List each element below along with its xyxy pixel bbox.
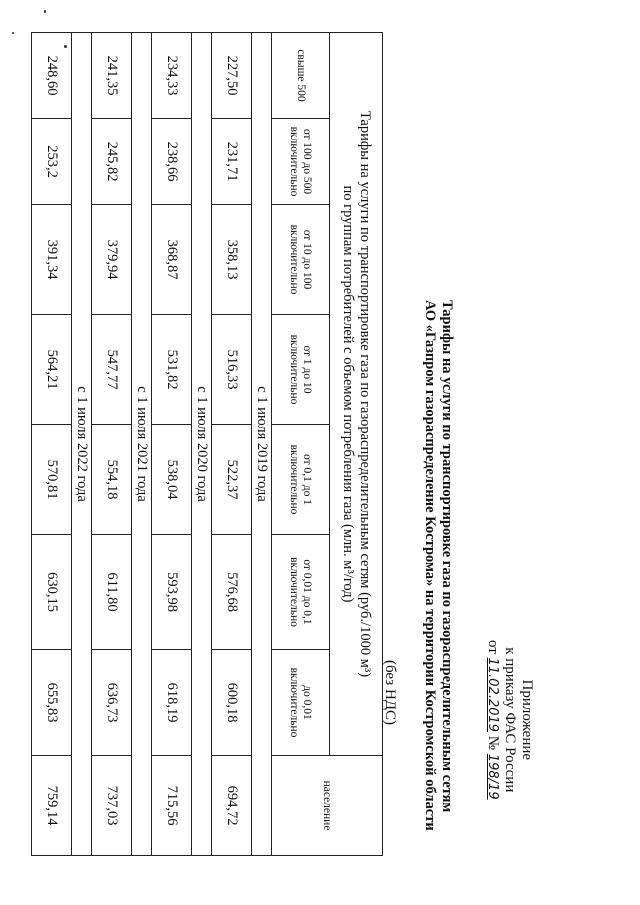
table-cell: 737,03 [92, 756, 132, 856]
table-row [152, 33, 192, 856]
table-header-cell: Тарифы на услуги по транспортировке газа по газораспределительным сетям (руб./1000 м³) по группам потребителей с объемом потребления газа (млн. м³/год) [330, 33, 383, 756]
tariff-table [31, 32, 383, 856]
table-cell: 245,82 [92, 119, 132, 205]
period-label: с 1 июля 2022 года [72, 33, 92, 856]
column-header: до 0,01 включительно [272, 650, 330, 756]
table-cell: 391,34 [32, 205, 72, 315]
table-cell: 547,77 [92, 315, 132, 425]
period-row [72, 33, 92, 856]
column-header-population: население [272, 756, 383, 856]
handwritten-number: 198/19 [485, 753, 500, 800]
table-cell: 630,15 [32, 535, 72, 650]
table-cell: 576,68 [212, 535, 252, 650]
table-row [92, 33, 132, 856]
document-title [421, 300, 455, 831]
table-cell: 564,21 [32, 315, 72, 425]
table-cell: 538,04 [152, 425, 192, 535]
table-cell: 227,50 [212, 33, 252, 119]
column-header: от 10 до 100 включительно [272, 205, 330, 315]
table-cell: 759,14 [32, 756, 72, 856]
appendix-order: к приказу ФАС России [502, 647, 518, 793]
table-cell: 715,56 [152, 756, 192, 856]
appendix-block [484, 640, 535, 800]
table-cell: 554,18 [92, 425, 132, 535]
table-cell: 655,83 [32, 650, 72, 756]
table-cell: 358,13 [212, 205, 252, 315]
period-row [132, 33, 152, 856]
column-header: от 100 до 500 включительно [272, 119, 330, 205]
table-cell: 618,19 [152, 650, 192, 756]
title-line-2: АО «Газпром газораспределение Кострома» на территории Костромской области [422, 300, 438, 831]
table-main-header [330, 33, 383, 856]
period-label: с 1 июля 2021 года [132, 33, 152, 856]
handwritten-date: 11.02.2019 [485, 657, 500, 733]
table-cell: 694,72 [212, 756, 252, 856]
table-cell: 516,33 [212, 315, 252, 425]
table-cell: 611,80 [92, 535, 132, 650]
table-column-headers [272, 33, 330, 856]
title-line-1: Тарифы на услуги по транспортировке газа по газораспределительным сетям [439, 300, 455, 813]
period-label: с 1 июля 2020 года [192, 33, 212, 856]
table-cell: 241,35 [92, 33, 132, 119]
period-row [252, 33, 272, 856]
table-cell: 379,94 [92, 205, 132, 315]
vat-note: (без НДС) [382, 660, 398, 726]
table-cell: 531,82 [152, 315, 192, 425]
table-row [212, 33, 252, 856]
table-cell: 231,71 [212, 119, 252, 205]
table-row [32, 33, 72, 856]
period-label: с 1 июля 2019 года [252, 33, 272, 856]
table-cell: 570,81 [32, 425, 72, 535]
table-cell: 522,37 [212, 425, 252, 535]
table-cell: 593,98 [152, 535, 192, 650]
period-row [192, 33, 212, 856]
table-cell: 368,87 [152, 205, 192, 315]
appendix-date-number: от 11.02.2019 № 198/19 [485, 640, 501, 800]
table-cell: 253,2 [32, 119, 72, 205]
column-header: от 0,1 до 1 включительно [272, 425, 330, 535]
table-cell: 238,66 [152, 119, 192, 205]
table-cell: 636,73 [92, 650, 132, 756]
table-cell: 248,60 [32, 33, 72, 119]
table-cell: 234,33 [152, 33, 192, 119]
column-header: свыше 500 [272, 33, 330, 119]
column-header: от 1 до 10 включительно [272, 315, 330, 425]
table-cell: 600,18 [212, 650, 252, 756]
column-header: от 0,01 до 0,1 включительно [272, 535, 330, 650]
appendix-title: Приложение [519, 679, 535, 761]
